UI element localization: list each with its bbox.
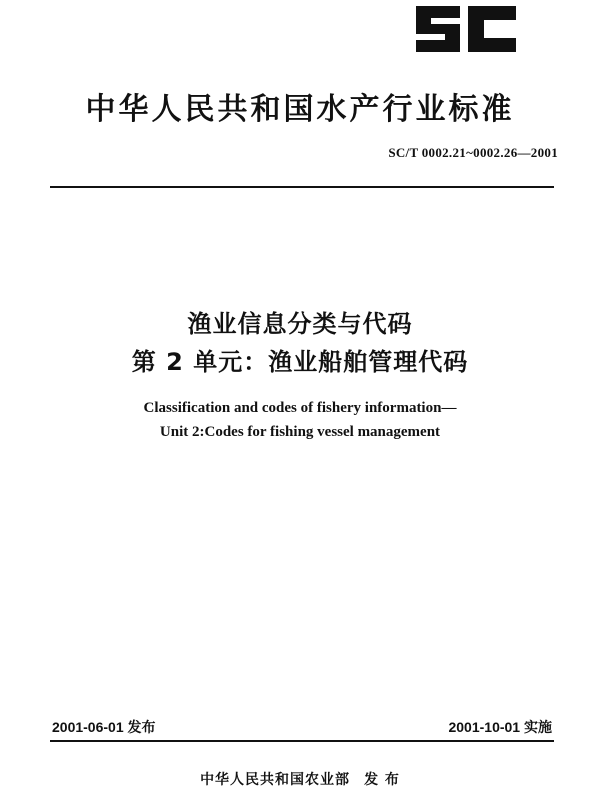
publisher-line [0,769,600,789]
implementation-date: 2001-10-01 实施 [448,719,552,735]
issue-date: 2001-06-01 发布 [52,719,156,735]
standard-category-title: 中华人民共和国水产行业标准 [85,92,515,127]
english-title-line-2: Unit 2:Codes for fishing vessel management [159,424,441,440]
sc-logo-mark [414,4,518,54]
standard-number: SC/T 0002.21~0002.26—2001 [388,145,558,160]
footer-divider [50,740,554,742]
publisher-name: 中华人民共和国农业部 [200,772,351,788]
chinese-title-line-2: 第 2 单元：渔业船舶管理代码 [131,348,469,376]
english-title-line-1: Classification and codes of fishery information— [143,400,457,416]
sc-logo [414,4,518,54]
chinese-title-line-1: 渔业信息分类与代码 [187,310,413,338]
publish-word: 发 布 [364,772,400,788]
header-divider [50,186,554,188]
